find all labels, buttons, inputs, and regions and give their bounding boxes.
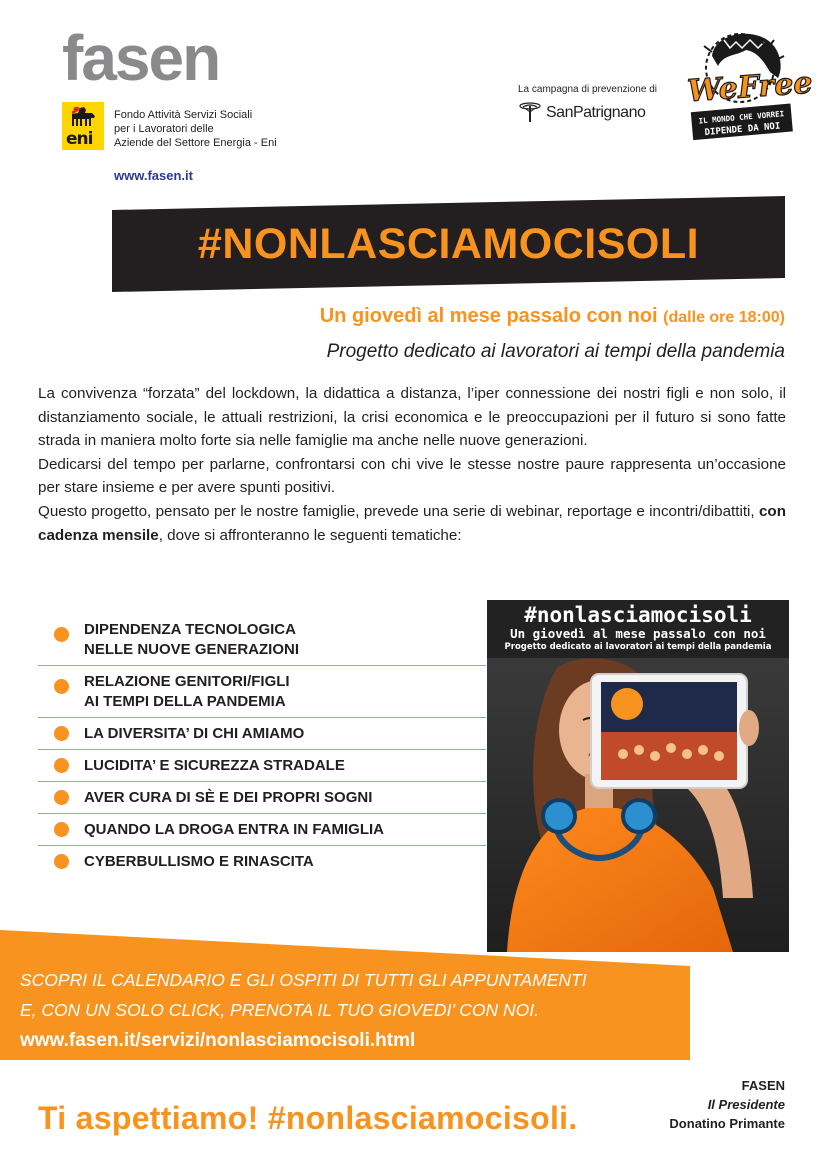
closing-slogan: Ti aspettiamo! #nonlasciamocisoli. (38, 1100, 578, 1136)
topic-item (38, 782, 486, 814)
body-paragraph-2: Dedicarsi del tempo per parlarne, confrontarsi con chi vive le stesse nostre paure rappresenta un’occasione per stare insieme e per avere spunti positivi. (38, 455, 786, 497)
signature-name: Donatino Primante (669, 1116, 785, 1131)
poster-caption: Progetto dedicato ai lavoratori ai tempi della pandemia (504, 642, 772, 652)
poster-title: #nonlasciamocisoli (524, 603, 752, 627)
topic-line-1: RELAZIONE GENITORI/FIGLI (84, 673, 290, 690)
promo-poster-image (487, 600, 789, 952)
bullet-icon (54, 854, 69, 869)
fasen-website-link[interactable]: www.fasen.it (114, 168, 193, 183)
wefree-wordmark: WeFree (686, 65, 814, 110)
body-p3-bold: con cadenza mensile (38, 502, 786, 544)
topic-line-1: AVER CURA DI SÈ E DEI PROPRI SOGNI (84, 789, 373, 806)
tablet (591, 674, 747, 788)
topic-line-1: LUCIDITA’ E SICUREZZA STRADALE (84, 757, 345, 774)
fasen-logo: fasen (62, 22, 220, 94)
poster-header (487, 600, 789, 658)
subtitle-main: Un giovedì al mese passalo con noi (319, 305, 658, 327)
signature-block (669, 1076, 785, 1133)
body-paragraph-1: La convivenza “forzata” del lockdown, la didattica a distanza, l’iper connessione dei nostri figli e non solo, il distanziamento sociale, le attuali restrizioni, la crisi economica e le preoccupazioni per il futuro si sono fatte strada in maniera molto forte sia nelle famiglie ma anche nelle nuove generazioni. (38, 385, 786, 450)
topic-line-1: CYBERBULLISMO E RINASCITA (84, 853, 314, 870)
topic-line-2: NELLE NUOVE GENERAZIONI (84, 641, 300, 658)
subtitle-time: (dalle ore 18:00) (663, 309, 785, 326)
signature-org: FASEN (741, 1078, 785, 1093)
topic-item (38, 614, 486, 666)
topic-item (38, 846, 486, 877)
eni-logo (62, 102, 104, 150)
bullet-icon (54, 790, 69, 805)
campaign-text: La campagna di prevenzione di (518, 84, 657, 95)
sanpatrignano-tree-icon (519, 101, 541, 123)
topic-item (38, 750, 486, 782)
topic-item (38, 666, 486, 718)
fondo-line-3: Aziende del Settore Energia - Eni (114, 137, 277, 149)
body-paragraph-3 (38, 500, 786, 547)
poster-subtitle: Un giovedì al mese passalo con noi (510, 626, 766, 641)
fondo-description (114, 108, 277, 150)
fondo-line-2: per i Lavoratori delle (114, 123, 214, 135)
wefree-logo (684, 26, 814, 144)
project-subtitle: Progetto dedicato ai lavoratori ai tempi della pandemia (326, 341, 785, 362)
banner-title: #NONLASCIAMOCISOLI (197, 220, 700, 268)
topic-line-2: AI TEMPI DELLA PANDEMIA (84, 693, 286, 710)
cta-url-link[interactable]: www.fasen.it/servizi/nonlasciamocisoli.html (20, 1030, 416, 1051)
cta-line-1: SCOPRI IL CALENDARIO E GLI OSPITI DI TUTTI GLI APPUNTAMENTI (20, 970, 587, 990)
topics-list (38, 614, 486, 877)
wefree-tagline-1: IL MONDO CHE VORREI (698, 109, 785, 126)
fondo-line-1: Fondo Attività Servizi Sociali (114, 109, 253, 121)
topic-item (38, 718, 486, 750)
bullet-icon (54, 627, 69, 642)
subtitle (320, 305, 785, 328)
topic-line-1: DIPENDENZA TECNOLOGICA (84, 621, 296, 638)
body-text (38, 382, 786, 547)
signature-role: Il Presidente (707, 1097, 785, 1112)
topic-line-1: LA DIVERSITA’ DI CHI AMIAMO (84, 725, 305, 742)
eni-six-legged-dog-icon (68, 105, 98, 129)
bullet-icon (54, 822, 69, 837)
bullet-icon (54, 758, 69, 773)
body-p3-pre: Questo progetto, pensato per le nostre famiglie, prevede una serie di webinar, reportage e incontri/dibattiti, (38, 502, 759, 520)
cta-line-2: E, CON UN SOLO CLICK, PRENOTA IL TUO GIOVEDI’ CON NOI. (20, 1000, 539, 1020)
topic-line-1: QUANDO LA DROGA ENTRA IN FAMIGLIA (84, 821, 384, 838)
sanpatrignano-logo-text: SanPatrignano (546, 104, 646, 121)
wefree-tagline-2: DIPENDE DA NOI (704, 121, 781, 139)
poster-photo (487, 658, 789, 952)
bullet-icon (54, 679, 69, 694)
eni-wordmark: eni (66, 129, 93, 149)
body-p3-post: , dove si affronteranno le seguenti tematiche: (158, 526, 462, 544)
topic-item (38, 814, 486, 846)
bullet-icon (54, 726, 69, 741)
